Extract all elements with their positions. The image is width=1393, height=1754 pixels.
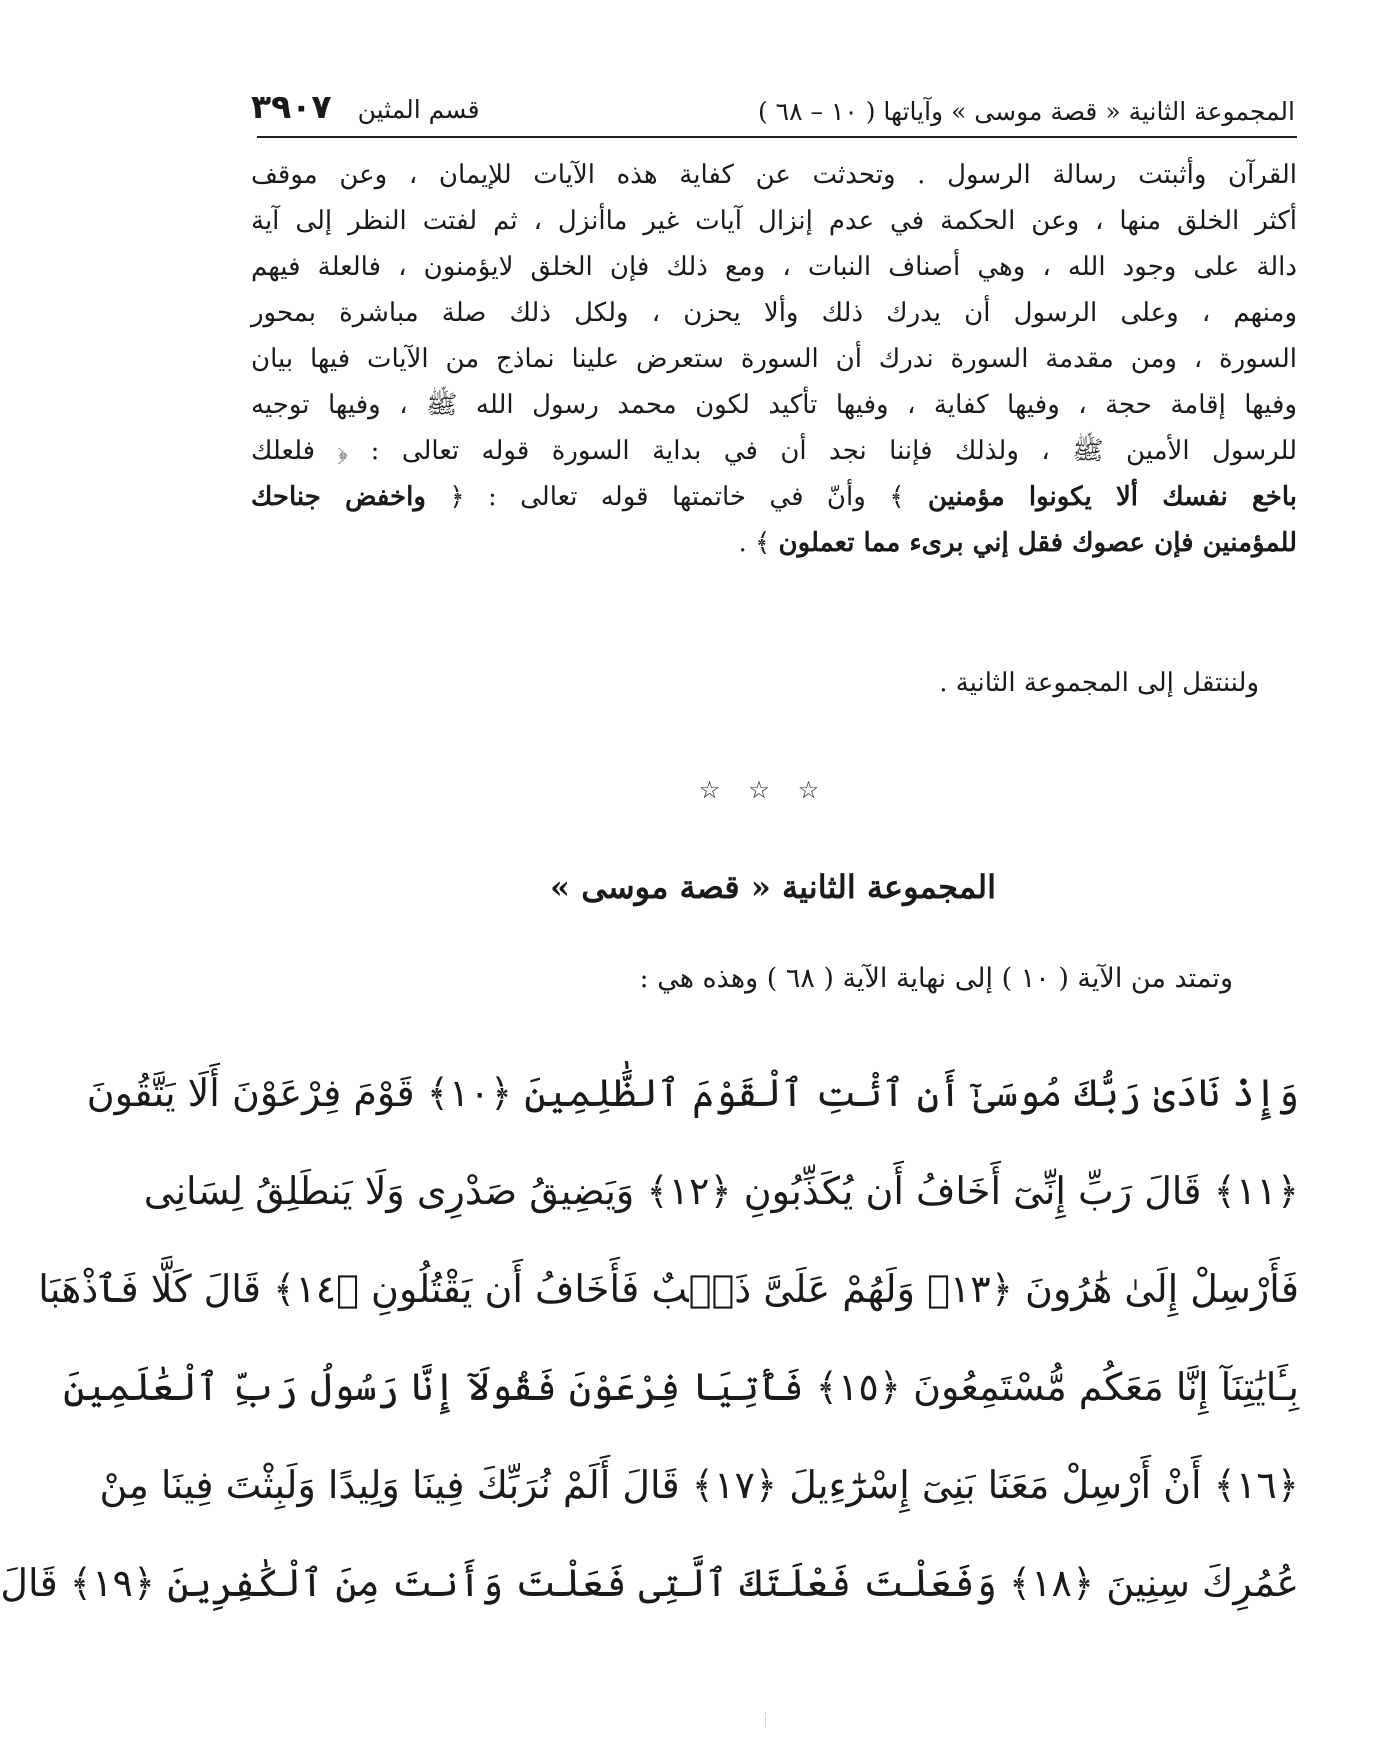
body-line: أكثر الخلق منها ، وعن الحكمة في عدم إنزال آيات غير ماأنزل ، ثم لفتت النظر إلى آية	[251, 206, 1297, 236]
body-line-mid: ﴾ وأنّ في خاتمتها قوله تعالى : ﴿	[449, 482, 905, 512]
scan-artifact	[765, 1712, 778, 1728]
quran-verses	[0, 1044, 1299, 1632]
verse-line: بِـَٔايَٰتِنَآ إِنَّا مَعَكُم مُّسْتَمِعُونَ ﴿١٥﴾ فَأْتِيَا فِرْعَوْنَ فَقُولَآ إِنَّا رَسُولُ رَبِّ ٱلْعَٰلَمِينَ	[63, 1365, 1299, 1409]
body-line-mixed	[251, 474, 1297, 520]
body-line: ومنهم ، وعلى الرسول أن يدرك ذلك وألا يحزن ، ولكل ذلك صلة مباشرة بمحور	[251, 298, 1297, 328]
header-left-block	[251, 87, 480, 126]
section-intro: وتمتد من الآية ( ١٠ ) إلى نهاية الآية ( ٦٨ ) وهذه هي :	[639, 963, 1233, 994]
body-line: وفيها إقامة حجة ، وفيها كفاية ، وفيها تأكيد لكون محمد رسول الله ﷺ ، وفيها توجيه	[251, 390, 1297, 420]
verse-line: عُمُرِكَ سِنِينَ ﴿١٨﴾ وَفَعَلْتَ فَعْلَتَكَ ٱلَّتِى فَعَلْتَ وَأَنتَ مِنَ ٱلْكَٰفِرِينَ ﴿١٩﴾ قَالَ	[0, 1561, 1299, 1605]
body-line: دالة على وجود الله ، وهي أصناف النبات ، ومع ذلك فإن الخلق لايؤمنون ، فالعلة فيهم	[251, 252, 1297, 282]
quoted-verse-bold: للمؤمنين فإن عصوك فقل إني برىء مما تعملون	[778, 528, 1297, 558]
closing-sentence: ولننتقل إلى المجموعة الثانية .	[939, 668, 1259, 698]
body-paragraph	[251, 152, 1297, 566]
body-line: السورة ، ومن مقدمة السورة ندرك أن السورة ستعرض علينا نماذج من الآيات فيها بيان	[251, 344, 1297, 374]
verse-line: ﴿١٦﴾ أَنْ أَرْسِلْ مَعَنَا بَنِىٓ إِسْرَٰٓءِيلَ ﴿١٧﴾ قَالَ أَلَمْ نُرَبِّكَ فِينَا وَلِيدًا وَلَبِثْتَ فِينَا مِنْ	[99, 1463, 1299, 1507]
quoted-verse-bold: باخع نفسك ألا يكونوا مؤمنين	[927, 482, 1298, 512]
body-line-final	[251, 520, 1297, 566]
quoted-verse-bold: واخفض جناحك	[251, 482, 426, 512]
running-title: المجموعة الثانية « قصة موسى » وآياتها ( ١٠ – ٦٨ )	[757, 97, 1295, 126]
header-rule	[257, 136, 1297, 138]
body-line: للرسول الأمين ﷺ ، ولذلك فإننا نجد أن في بداية السورة قوله تعالى : ﴿ فلعلك	[251, 436, 1297, 466]
verse-line: فَأَرْسِلْ إِلَىٰ هَٰرُونَ ﴿١٣﴾ وَلَهُمْ عَلَىَّ ذَنۢبٌ فَأَخَافُ أَن يَقْتُلُونِ ﴿١٤﴾ قَالَ كَلَّا فَٱذْهَبَا	[38, 1267, 1299, 1311]
page-header	[251, 82, 1295, 126]
page-number: ٣٩٠٧	[251, 87, 332, 126]
section-name: قسم المثين	[357, 95, 480, 124]
body-line: القرآن وأثبتت رسالة الرسول . وتحدثت عن كفاية هذه الآيات للإيمان ، وعن موقف	[251, 160, 1297, 190]
body-line-end: ﴾ .	[738, 528, 771, 558]
verse-line: ﴿١١﴾ قَالَ رَبِّ إِنِّىٓ أَخَافُ أَن يُكَذِّبُونِ ﴿١٢﴾ وَيَضِيقُ صَدْرِى وَلَا يَنطَلِقُ لِسَانِى	[143, 1169, 1299, 1213]
section-divider-stars: ☆☆☆	[698, 776, 848, 804]
section-title: المجموعة الثانية « قصة موسى »	[550, 868, 996, 906]
verse-line: وَإِذْ نَادَىٰ رَبُّكَ مُوسَىٰٓ أَنِ ٱئْتِ ٱلْقَوْمَ ٱلظَّٰلِمِينَ ﴿١٠﴾ قَوْمَ فِرْعَوْنَ أَلَا يَتَّقُونَ	[86, 1071, 1299, 1115]
